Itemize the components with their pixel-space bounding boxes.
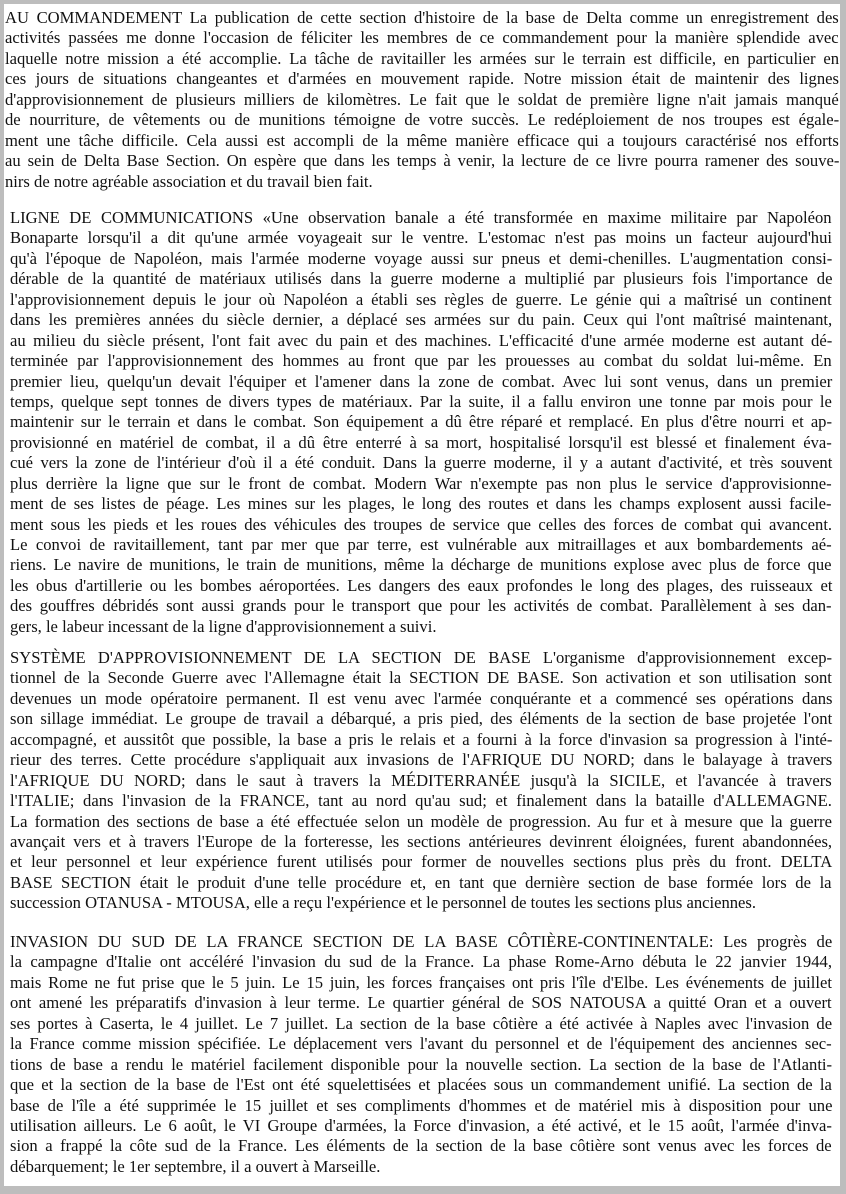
text-line: avançait vers et à travers l'Europe de la forteresse, les sections antérieures devinrent éloignées, furent abandonnées, <box>10 831 833 851</box>
text-line: l'ITALIE; dans l'invasion de la FRANCE, tant au nord qu'au sud; et finalement dans la bataille d'ALLEMAGNE. <box>10 791 832 811</box>
text-line: activités passées me donne l'occasion de féliciter les membres de ce commandement pour la manière splendide avec <box>5 28 839 48</box>
text-line: ment de ses listes de péage. Les mines sur les plages, le long des routes et dans les champs explosent aussi facile- <box>10 494 832 514</box>
text-line: l'approvisionnement depuis le jour où Napoléon a établi ses règles de guerre. Le génie qui a maîtrisé un continent <box>10 289 832 309</box>
text-line: AU COMMANDEMENT La publication de cette section d'histoire de la base de Delta comme un enregistrement des <box>5 8 839 27</box>
text-line: utilisation ailleurs. Le 6 août, le VI Groupe d'armées, la Force d'invasion, a été activé, et le 15 août, l'armée d'inva- <box>10 1115 832 1135</box>
text-line: devenues un mode opératoire permanent. Il est venu avec l'armée conquérante et a commencé ses opérations dans <box>10 688 833 708</box>
text-line: de nourriture, de vêtements ou de munitions témoigne de votre succès. Le redéploiement de nos troupes est égale- <box>5 110 840 130</box>
text-line: ont amené les préparatifs d'invasion à leur terme. Le quartier général de SOS NATOUSA a quitté Oran et a ouvert <box>10 993 832 1013</box>
text-line: Le convoi de ravitaillement, tant par mer que par terre, est vulnérable aux mitraillages et aux bombardements aé- <box>10 535 832 554</box>
text-line: riens. Le navire de munitions, le train de munitions, même la décharge de munitions explose avec plus de force que <box>10 555 832 575</box>
text-line: succession OTANUSA - MTOUSA, elle a reçu l'expérience et le personnel de toutes les sections plus anciennes. <box>10 893 757 913</box>
text-line: SYSTÈME D'APPROVISIONNEMENT DE LA SECTION DE BASE L'organisme d'approvisionnement excep- <box>10 648 833 667</box>
document-page <box>4 4 840 1186</box>
text-line: au milieu du siècle présent, l'ont fait avec du pain et des machines. L'efficacité d'une armée moderne est autant dé- <box>10 330 833 350</box>
paragraph-invasion-sud-france <box>10 932 832 1177</box>
text-line: ces jours de situations changeantes et d'armées en mouvement rapide. Notre mission était de maintenir des lignes <box>5 69 839 89</box>
text-line: plus derrière la ligne que sur le front de combat. Modern War n'exempte pas non plus le service d'approvisionne- <box>10 473 832 493</box>
text-line: INVASION DU SUD DE LA FRANCE SECTION DE LA BASE CÔTIÈRE-CONTINENTALE: Les progrès de <box>10 932 833 951</box>
paragraph-au-commandement <box>5 8 839 192</box>
text-line: au sein de Delta Base Section. On espère que dans les temps à venir, la lecture de ce livre pourra ramener des souve- <box>5 151 840 171</box>
text-line: mais Rome ne fut prise que le 5 juin. Le 15 juin, les forces françaises ont pris l'île d'Elbe. Les événements de juillet <box>10 972 832 992</box>
text-line: base de l'île a été supprimée le 15 juillet et ses compliments d'hommes et de matériel mis à disposition pour une <box>10 1095 833 1115</box>
text-line: d'approvisionnement de plusieurs milliers de kilomètres. Le fait que le soldat de première ligne n'ait jamais manqué <box>5 89 839 109</box>
text-line: temps, quelque sept tonnes de divers types de matériaux. Par la suite, il a fallu environ une tonne par mois pour le <box>10 391 832 411</box>
text-line: la France comme mission spécifiée. Le déplacement vers l'avant du personnel et de l'équipement des anciennes sec- <box>10 1034 832 1054</box>
text-line: qu'à l'époque de Napoléon, mais l'armée moderne voyage aussi sur pneus et demi-chenilles. L'augmentation consi- <box>10 248 833 268</box>
text-line: que et la section de la base de l'Est ont été squelettisées et placées sous un commandement unifié. La section de la <box>10 1075 832 1095</box>
text-line: gers, le labeur incessant de la ligne d'approvisionnement a suivi. <box>10 616 437 636</box>
text-line: rieur des terres. Cette procédure s'appliquait aux invasions de l'AFRIQUE DU NORD; dans le balayage à travers <box>10 750 833 770</box>
text-line: nirs de notre agréable association et du travail bien fait. <box>5 171 373 191</box>
paragraph-ligne-de-communications <box>10 208 832 637</box>
text-line: la campagne d'Italie ont accéléré l'invasion du sud de la France. La phase Rome-Arno débuta le 22 janvier 1944, <box>10 952 832 972</box>
text-line: maintenir sur le terrain et dans le combat. Son équipement a dû être réparé et remplacé. En plus d'être nourri et ap- <box>10 412 833 432</box>
text-line: provisionné en matériel de combat, il a dû être enterré à sa mort, hospitalisé lorsqu'il est blessé et finalement éva- <box>10 432 832 452</box>
text-line: son sillage immédiat. Le groupe de travail a débarqué, a pris pied, des éléments de la section de base projetée l'ont <box>10 709 833 729</box>
text-line: dans les premières années du siècle dernier, a déplacé ses armées sur du pain. Ceux qui l'ont maîtrisé maintenant, <box>10 310 833 330</box>
text-line: dérable de la quantité de matériaux utilisés dans la guerre moderne a multiplié par plusieurs fois l'importance de <box>10 269 833 289</box>
text-line: tionnel de la Seconde Guerre avec l'Allemagne était la SECTION DE BASE. Son activation et son utilisation sont <box>10 668 832 688</box>
text-line: LIGNE DE COMMUNICATIONS «Une observation banale a été transformée en maxime militaire par Napoléon <box>10 208 832 227</box>
text-line: ment sous les pieds et les roues des véhicules des troupes de service que celles des forces de combat qui avancent. <box>10 514 833 534</box>
text-line: l'AFRIQUE DU NORD; dans le saut à travers la MÉDITERRANÉE jusqu'à la SICILE, et l'avancée à travers <box>10 770 832 790</box>
text-line: Bonaparte lorsqu'il a dit qu'une armée voyageait sur le ventre. L'estomac n'est pas moins un facteur aujourd'hui <box>10 228 833 248</box>
text-line: sion a frappé la côte sud de la France. Les éléments de la section de la base côtière sont venus avec les forces de <box>10 1136 832 1156</box>
text-line: BASE SECTION était le produit d'une telle procédure et, en tant que dernière section de base formée lors de la <box>10 872 832 892</box>
text-line: ment une tâche difficile. Cela aussi est accompli de la même manière efficace qui a toujours caractérisé nos efforts <box>5 130 839 150</box>
text-line: laquelle notre mission a été accomplie. La tâche de ravitailler les armées sur le terrain est difficile, en particulier en <box>5 48 840 68</box>
paragraph-systeme-approvisionnement <box>10 648 832 914</box>
text-line: La formation des sections de base a été effectuée selon un modèle de progression. Au fur et à mesure que la guerre <box>10 811 832 831</box>
text-line: et leur personnel et leur expérience furent utilisés pour former de nouvelles sections plus près du front. DELTA <box>10 852 833 872</box>
text-line: les obus d'artillerie ou les bombes aéroportées. Les dangers des eaux profondes le long des plages, des ruisseaux et <box>10 575 833 595</box>
text-line: premier lieu, quelqu'un devait l'équiper et l'amener dans la zone de combat. Avec lui sont venus, dans un premier <box>10 371 833 391</box>
text-line: accompagné, et aussitôt que possible, la base a pris le relais et a fourni à la force d'invasion sa progression à l'inté- <box>10 729 833 749</box>
text-line: débarquement; le 1er septembre, il a ouvert à Marseille. <box>10 1156 381 1176</box>
text-line: cué vers la zone de l'intérieur d'où il a été conduit. Dans la guerre moderne, il y a autant d'activité, et très souvent <box>10 453 833 473</box>
text-line: des gouffres débridés sont aussi grands pour le transport que pour les activités de combat. Parallèlement à ses dan- <box>10 596 832 616</box>
text-line: tions de base a rendu le matériel facilement disponible pour la nouvelle section. La section de la base de l'Atlanti- <box>10 1054 833 1074</box>
text-line: ses portes à Caserta, le 4 juillet. Le 7 juillet. La section de la base côtière a été activée à Naples avec l'invasion de <box>10 1013 833 1033</box>
text-line: terminée par l'approvisionnement des hommes au front que par les prouesses au combat du soldat lui-même. En <box>10 351 832 371</box>
